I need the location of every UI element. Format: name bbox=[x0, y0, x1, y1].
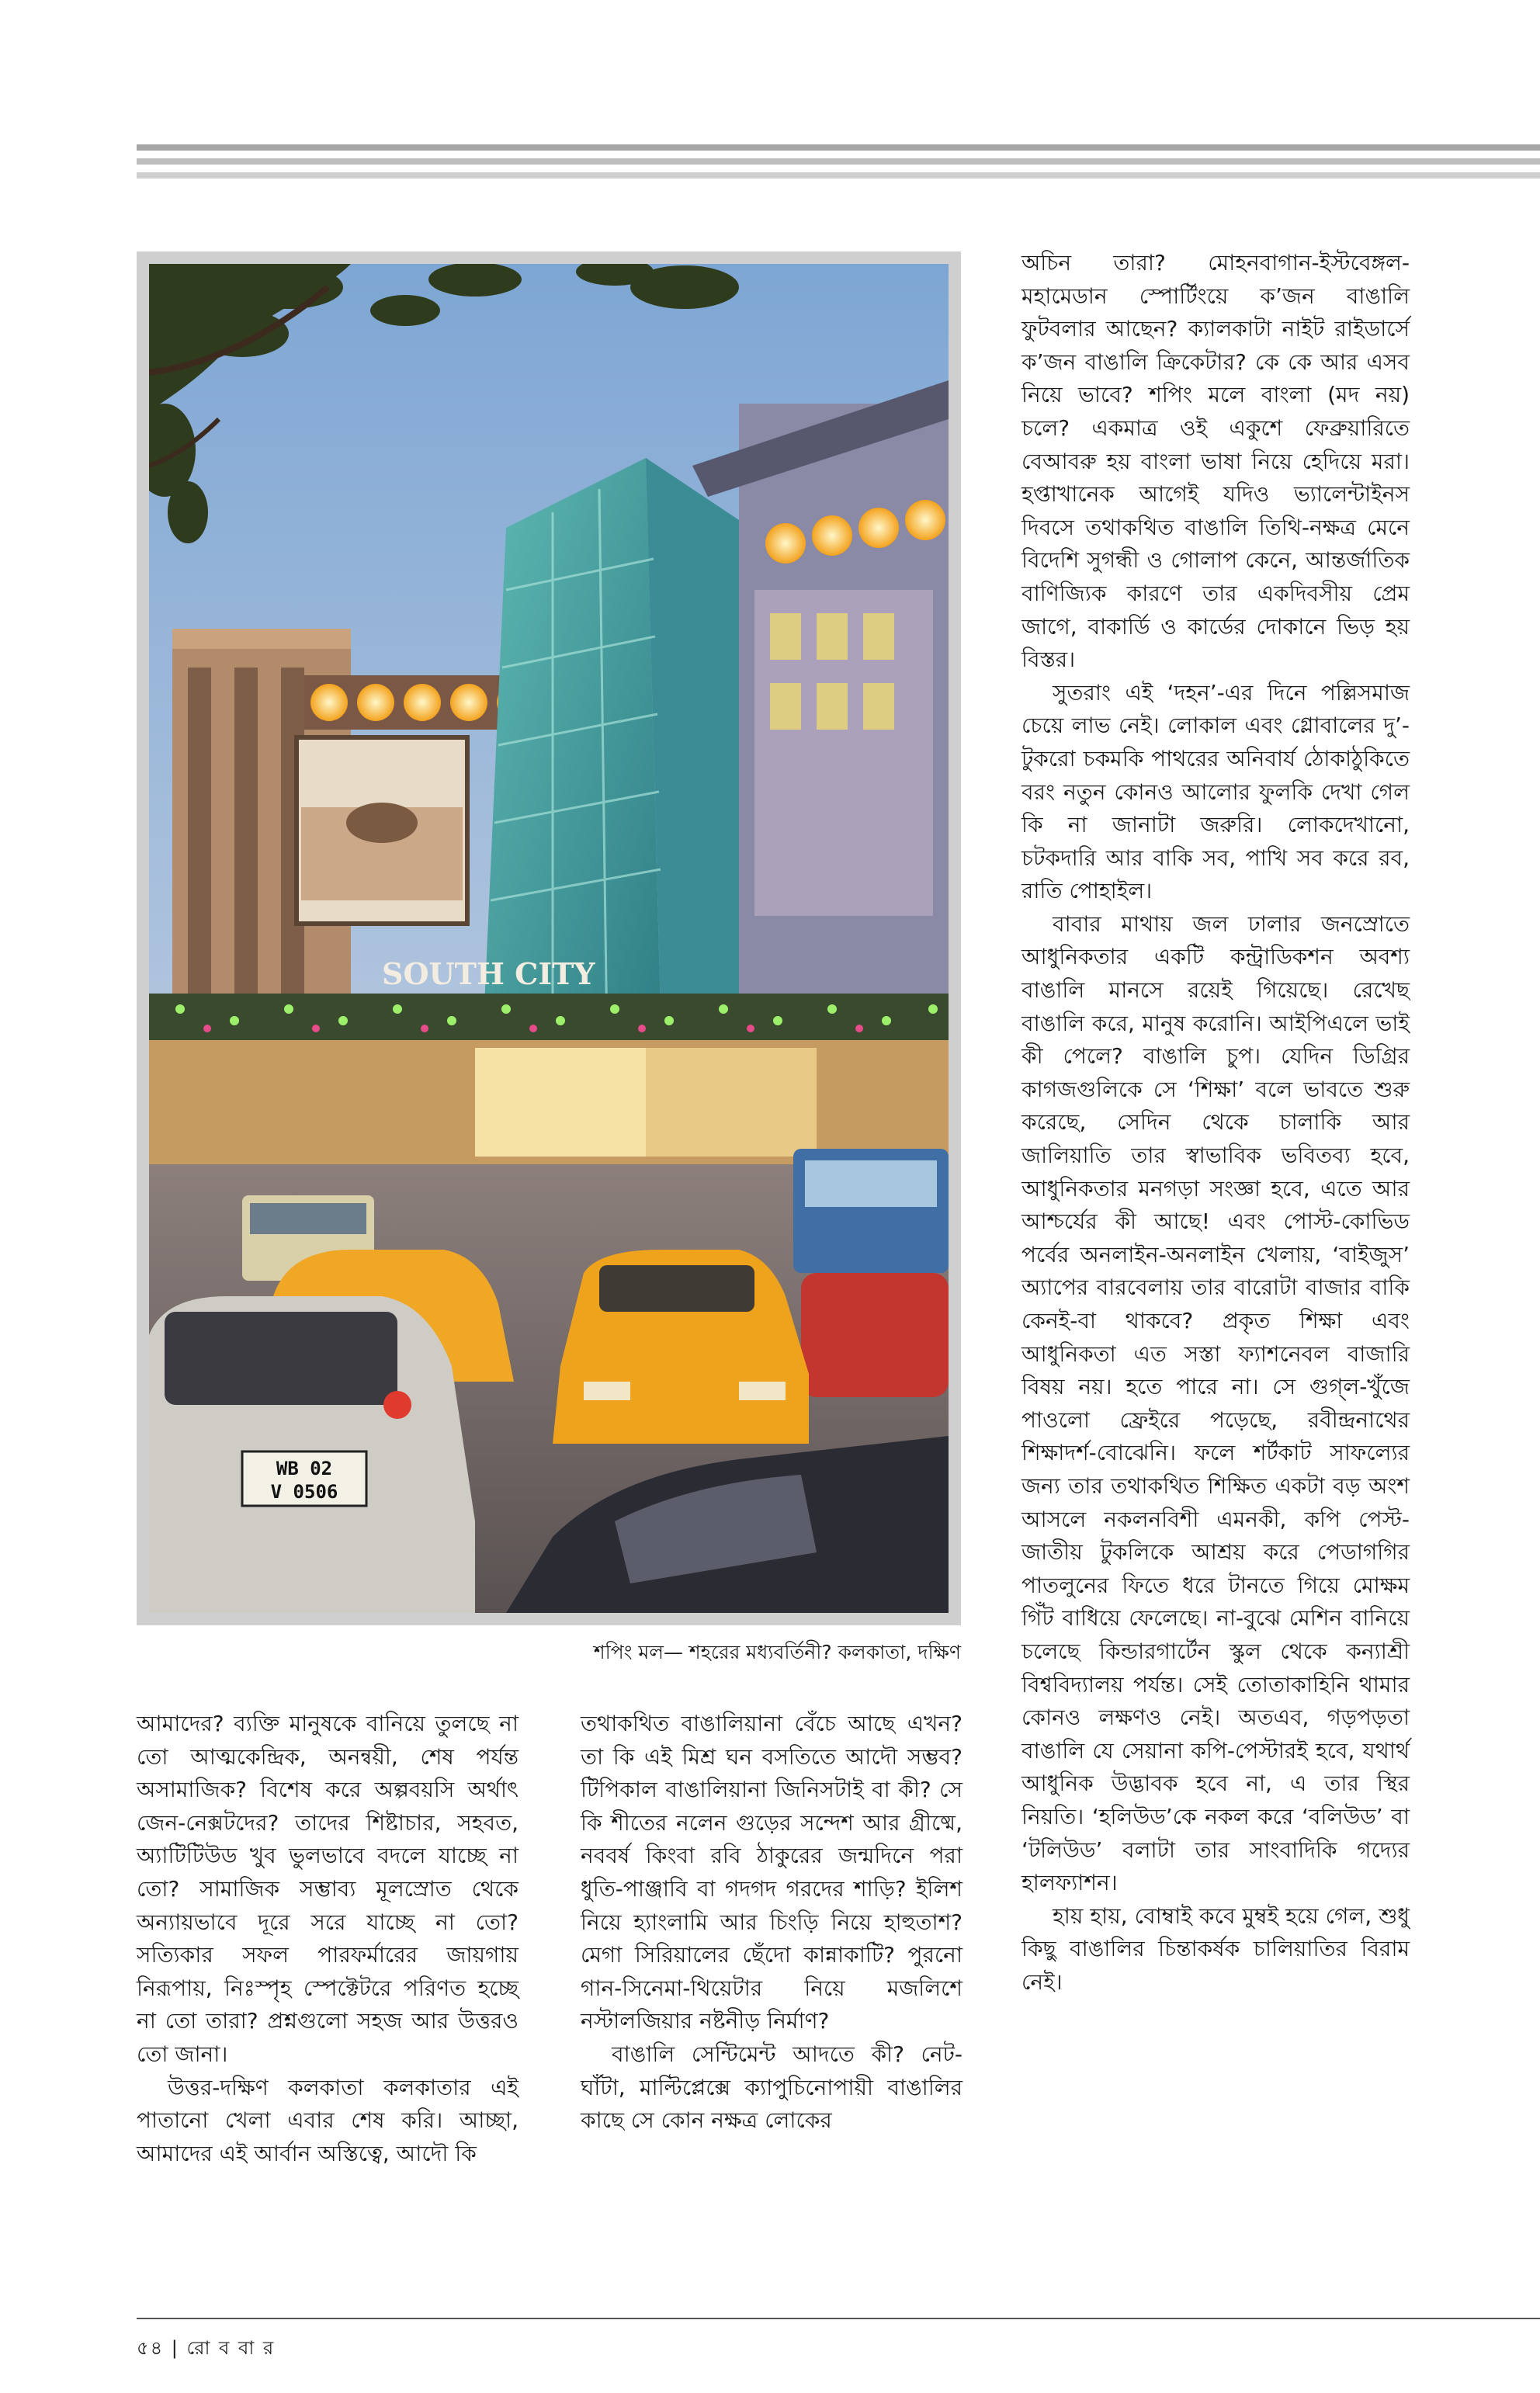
photo-frame bbox=[137, 251, 961, 1625]
header-rule-3 bbox=[137, 172, 1540, 179]
mall-sign: SOUTH CITY bbox=[382, 956, 595, 991]
header-rule-2 bbox=[137, 158, 1540, 165]
footer-separator: | bbox=[171, 2337, 179, 2359]
paragraph: আমাদের? ব্যক্তি মানুষকে বানিয়ে তুলছে না তো আত্মকেন্দ্রিক, অনন্বয়ী, শেষ পর্যন্ত অসামাজিক? বিশেষ করে অল্পবয়সি অর্থাৎ জেন-নেক্সটদের? তাদের শিষ্টাচার, সহবত, অ্যাটিটিউড খুব ভুলভাবে বদলে যাচ্ছে না তো? সামাজিক সম্ভাব্য মূলস্রোত থেকে অন্যায়ভাবে দূরে সরে যাচ্ছে না তো? সত্যিকার সফল পারফর্মারের জায়গায় নিরূপায়, নিঃস্পৃহ স্পেক্টেটরে পরিণত হচ্ছে না তো তারা? প্রশ্নগুলো সহজ আর উত্তরও তো জানা। bbox=[137, 1711, 519, 2067]
footer-rule bbox=[137, 2318, 1540, 2319]
article-column-1 bbox=[137, 1708, 519, 2170]
header-rule-1 bbox=[137, 144, 1540, 151]
page-number: ৫৪ bbox=[137, 2337, 165, 2359]
photo-caption: শপিং মল— শহরের মধ্যবর্তিনী? কলকাতা, দক্ষিণ bbox=[593, 1641, 961, 1663]
plate-line-1: WB 02 bbox=[276, 1458, 333, 1479]
plate-line-2: V 0506 bbox=[270, 1481, 338, 1503]
paragraph: বাঙালি সেন্টিমেন্ট আদতে কী? নেট-ঘাঁটা, মাল্টিপ্লেক্সে ক্যাপুচিনোপায়ী বাঙালির কাছে সে কোন নক্ষত্র লোকের bbox=[581, 2041, 962, 2134]
paragraph: হায় হায়, বোম্বাই কবে মুম্বই হয়ে গেল, শুধু কিছু বাঙালির চিন্তাকর্ষক চালিয়াতির বিরাম নেই। bbox=[1021, 1902, 1410, 1995]
paragraph: তথাকথিত বাঙালিয়ানা বেঁচে আছে এখন? তা কি এই মিশ্র ঘন বসতিতে আদৌ সম্ভব? টিপিকাল বাঙালিয়ানা জিনিসটাই বা কী? সে কি শীতের নলেন গুড়ের সন্দেশ আর গ্রীষ্মে, নববর্ষ কিংবা রবি ঠাকুরের জন্মদিনে পরা ধুতি-পাঞ্জাবি বা গদগদ গরদের শাড়ি? ইলিশ নিয়ে হ্যাংলামি আর চিংড়ি নিয়ে হাহুতাশ? মেগা সিরিয়ালের ছেঁদো কান্নাকাটি? পুরনো গান-সিনেমা-থিয়েটার নিয়ে মজলিশে নস্টালজিয়ার নষ্টনীড় নির্মাণ? bbox=[581, 1711, 962, 2034]
shopping-mall-photo bbox=[149, 264, 949, 1613]
article-column-3 bbox=[1021, 247, 1410, 1999]
article-column-2 bbox=[581, 1708, 962, 2138]
paragraph: বাবার মাথায় জল ঢালার জনস্রোতে আধুনিকতার একটি কন্ট্রাডিকশন অবশ্য বাঙালি মানসে রয়েই গিয়েছে। রেখেছ বাঙালি করে, মানুষ করোনি। আইপিএলে ভাই কী পেলে? বাঙালি চুপ। যেদিন ডিগ্রির কাগজগুলিকে সে ‘শিক্ষা’ বলে ভাবতে শুরু করেছে, সেদিন থেকে চালাকি আর জালিয়াতি তার স্বাভাবিক ভবিতব্য হবে, আধুনিকতার মনগড়া সংজ্ঞা হবে, এতে আর আশ্চর্যের কী আছে! এবং পোস্ট-কোভিড পর্বের অনলাইন-অনলাইন খেলায়, ‘বাইজুস’ অ্যাপের বারবেলায় তার বারোটা বাজার বাকি কেনই-বা থাকবে? প্রকৃত শিক্ষা এবং আধুনিকতা এত সস্তা ফ্যাশনেবল বাজারি বিষয় নয়। হতে পারে না। সে গুগ্‌ল-খুঁজে পাওলো ফ্রেইরে পড়েছে, রবীন্দ্রনাথের শিক্ষাদর্শ-বোঝেনি। ফলে শর্টকাট সাফল্যের জন্য তার তথাকথিত শিক্ষিত একটা বড় অংশ আসলে নকলনবিশী এমনকী, কপি পেস্ট-জাতীয় টুকলিকে আশ্রয় করে পেডাগগির পাতলুনের ফিতে ধরে টানতে গিয়ে মোক্ষম গিঁট বাধিয়ে ফেলেছে। না-বুঝে মেশিন বানিয়ে চলেছে কিন্ডারগার্টেন স্কুল থেকে কন্যাশ্রী বিশ্ববিদ্যালয় পর্যন্ত। সেই তোতাকাহিনি থামার কোনও লক্ষণও নেই। অতএব, গড়পড়তা বাঙালি যে সেয়ানা কপি-পেস্টারই হবে, যথার্থ আধুনিক উদ্ভাবক হবে না, এ তার স্থির নিয়তি। ‘হলিউড’কে নকল করে ‘বলিউড’ বা ‘টলিউড’ বলাটা তার সাংবাদিকি গদ্যের হালফ্যাশন। bbox=[1021, 910, 1410, 1896]
header-rules bbox=[137, 144, 1540, 179]
paragraph: অচিন তারা? মোহনবাগান-ইস্টবেঙ্গল-মহামেডান স্পোর্টিংয়ে ক’জন বাঙালি ফুটবলার আছেন? ক্যালকাটা নাইট রাইডার্সে ক’জন বাঙালি ক্রিকেটার? কে কে আর এসব নিয়ে ভাবে? শপিং মলে বাংলা (মদ নয়) চলে? একমাত্র ওই একুশে ফেব্রুয়ারিতে বেআবরু হয় বাংলা ভাষা নিয়ে হেদিয়ে মরা। হপ্তাখানেক আগেই যদিও ভ্যালেন্টাইনস দিবসে তথাকথিত বাঙালি তিথি-নক্ষত্র মেনে বিদেশি সুগন্ধী ও গোলাপ কেনে, আন্তর্জাতিক বাণিজ্যিক কারণে তার একদিবসীয় প্রেম জাগে, বাকার্ডি ও কার্ডের দোকানে ভিড় হয় বিস্তর। bbox=[1021, 250, 1410, 673]
page-footer bbox=[137, 2335, 275, 2361]
paragraph: সুতরাং এই ‘দহন’-এর দিনে পল্লিসমাজ চেয়ে লাভ নেই। লোকাল এবং গ্লোবালের দু’-টুকরো চকমকি পাথরের অনিবার্য ঠোকাঠুকিতে বরং নতুন কোনও আলোর ফুলকি দেখা গেল কি না জানাটা জরুরি। লোকদেখানো, চটকদারি আর বাকি সব, পাখি সব করে রব, রাতি পোহাইল। bbox=[1021, 679, 1410, 904]
magazine-name: রো ব বা র bbox=[186, 2337, 276, 2359]
paragraph: উত্তর-দক্ষিণ কলকাতা কলকাতার এই পাতানো খেলা এবার শেষ করি। আচ্ছা, আমাদের এই আর্বান অস্তিত্বে, আদৌ কি bbox=[137, 2074, 519, 2166]
